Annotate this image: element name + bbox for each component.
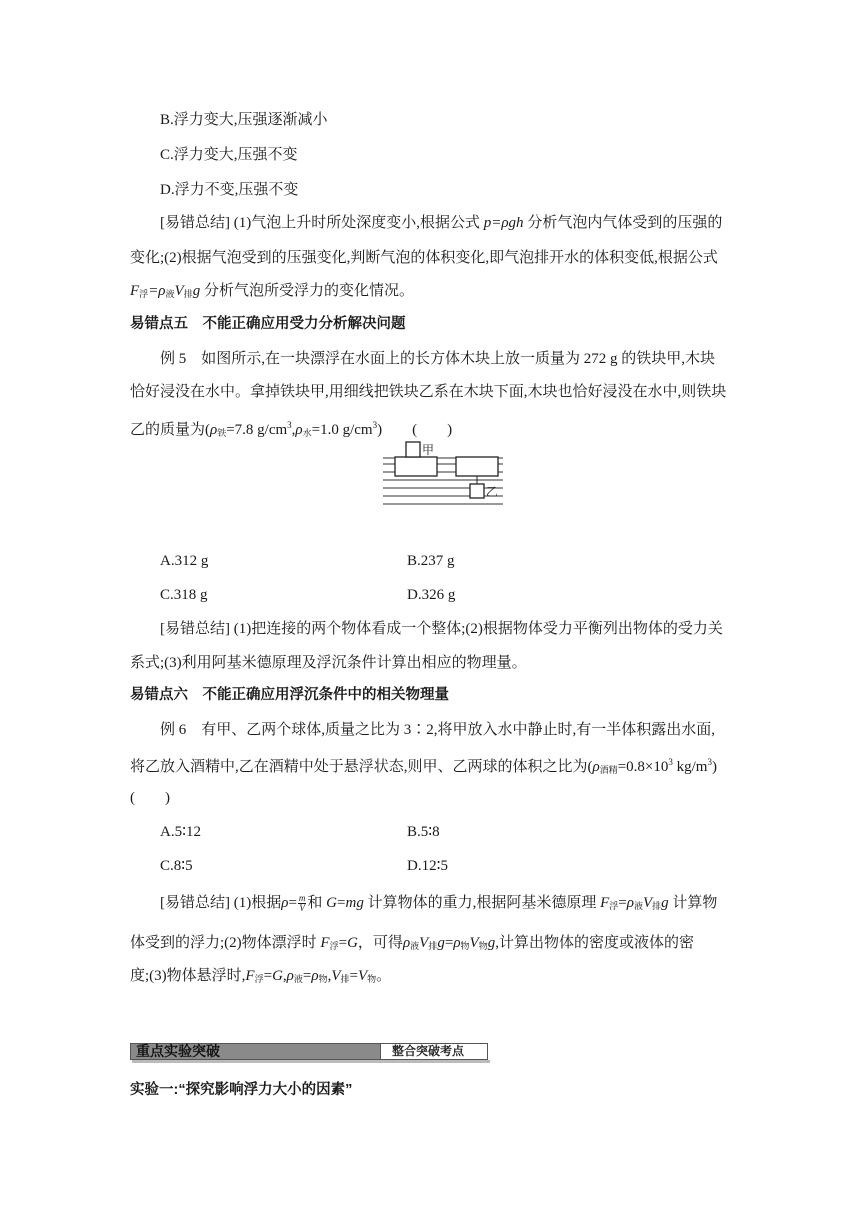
heading-point6: 易错点六 不能正确应用浮沉条件中的相关物理量 [130, 687, 449, 703]
example6-option-a: A.5∶12 [160, 824, 201, 840]
example5-option-b: B.237 g [407, 553, 455, 569]
example6-line3: ( ) [130, 790, 170, 806]
heading-point5: 易错点五 不能正确应用受力分析解决问题 [130, 316, 406, 332]
example5-line2: 恰好浸没在水中。拿掉铁块甲,用细线把铁块乙系在木块下面,木块也恰好浸没在水中,则铁块 [130, 384, 727, 400]
label-yi: 乙 [486, 485, 499, 499]
wood-block-right [456, 457, 498, 476]
summary6-line1: [易错总结] (1)根据ρ= $\frac{m}{V}$ 和 G=mg 计算物体的重力,根据阿基米德原理 $F_浮=\rho_液V_排g$ 计算物 [160, 893, 718, 914]
section-bar-title: 重点实验突破 [136, 1043, 220, 1059]
example5-option-c: C.318 g [160, 587, 208, 603]
example6-option-d: D.12∶5 [407, 858, 448, 874]
summary4-line3: $F_浮=\rho_液V_排g$ 分析气泡所受浮力的变化情况。 [130, 283, 414, 299]
wood-block-left [395, 457, 437, 476]
option-d: D.浮力不变,压强不变 [160, 182, 299, 198]
experiment1-heading: 实验一:“探究影响浮力大小的因素” [130, 1082, 353, 1098]
summary5-line1: [易错总结] (1)把连接的两个物体看成一个整体;(2)根据物体受力平衡列出物体的受力关 [160, 621, 723, 637]
summary6-line2: 体受到的浮力;(2)物体漂浮时 $F_浮=G$，可得$\rho_液V_排g=\rho_物V_物g$,计算出物体的密度或液体的密 [130, 935, 694, 951]
fraction-m-over-v: $\frac{m}{V}$ [298, 893, 306, 914]
example6-line2: 将乙放入酒精中,乙在酒精中处于悬浮状态,则甲、乙两球的体积之比为($\rho_{酒精}=0.8\times 10^3$ $kg/m^3$) [130, 757, 717, 775]
iron-block-jia [406, 442, 420, 457]
label-jia: 甲 [422, 443, 435, 457]
section-bar-subtitle: 整合突破考点 [392, 1044, 465, 1058]
example6-option-c: C.8∶5 [160, 858, 193, 874]
summary6-line3: 度;(3)物体悬浮时$,F_浮=G,\rho_液=\rho_物,V_排=V_物$。 [130, 968, 392, 984]
iron-block-yi [470, 484, 484, 498]
example5-figure [378, 440, 508, 510]
example5-line1: 例 5 如图所示,在一块漂浮在水面上的长方体木块上放一质量为 272 g 的铁块甲,木块 [160, 351, 716, 367]
summary5-line2: 系式;(3)利用阿基米德原理及浮沉条件计算出相应的物理量。 [130, 655, 527, 671]
example5-option-d: D.326 g [407, 587, 456, 603]
example6-line1: 例 6 有甲、乙两个球体,质量之比为 3∶2,将甲放入水中静止时,有一半体积露出水面, [160, 722, 716, 738]
example5-line3: 乙的质量为($\rho_铁=7.8$ $g/cm^3,\rho_水=1.0$ $g/cm^3$) ( ) [130, 420, 453, 438]
option-b: B.浮力变大,压强逐渐减小 [160, 112, 328, 128]
example6-option-b: B.5∶8 [407, 824, 440, 840]
example5-option-a: A.312 g [160, 553, 209, 569]
section-bar-key-experiments [130, 1043, 488, 1063]
summary4-line1: [易错总结] (1)气泡上升时所处深度变小,根据公式 p=ρgh 分析气泡内气体受到的压强的 [160, 215, 723, 231]
option-c: C.浮力变大,压强不变 [160, 147, 298, 163]
summary4-line2: 变化;(2)根据气泡受到的压强变化,判断气泡的体积变化,即气泡排开水的体积变低,根据公式 [130, 250, 718, 266]
